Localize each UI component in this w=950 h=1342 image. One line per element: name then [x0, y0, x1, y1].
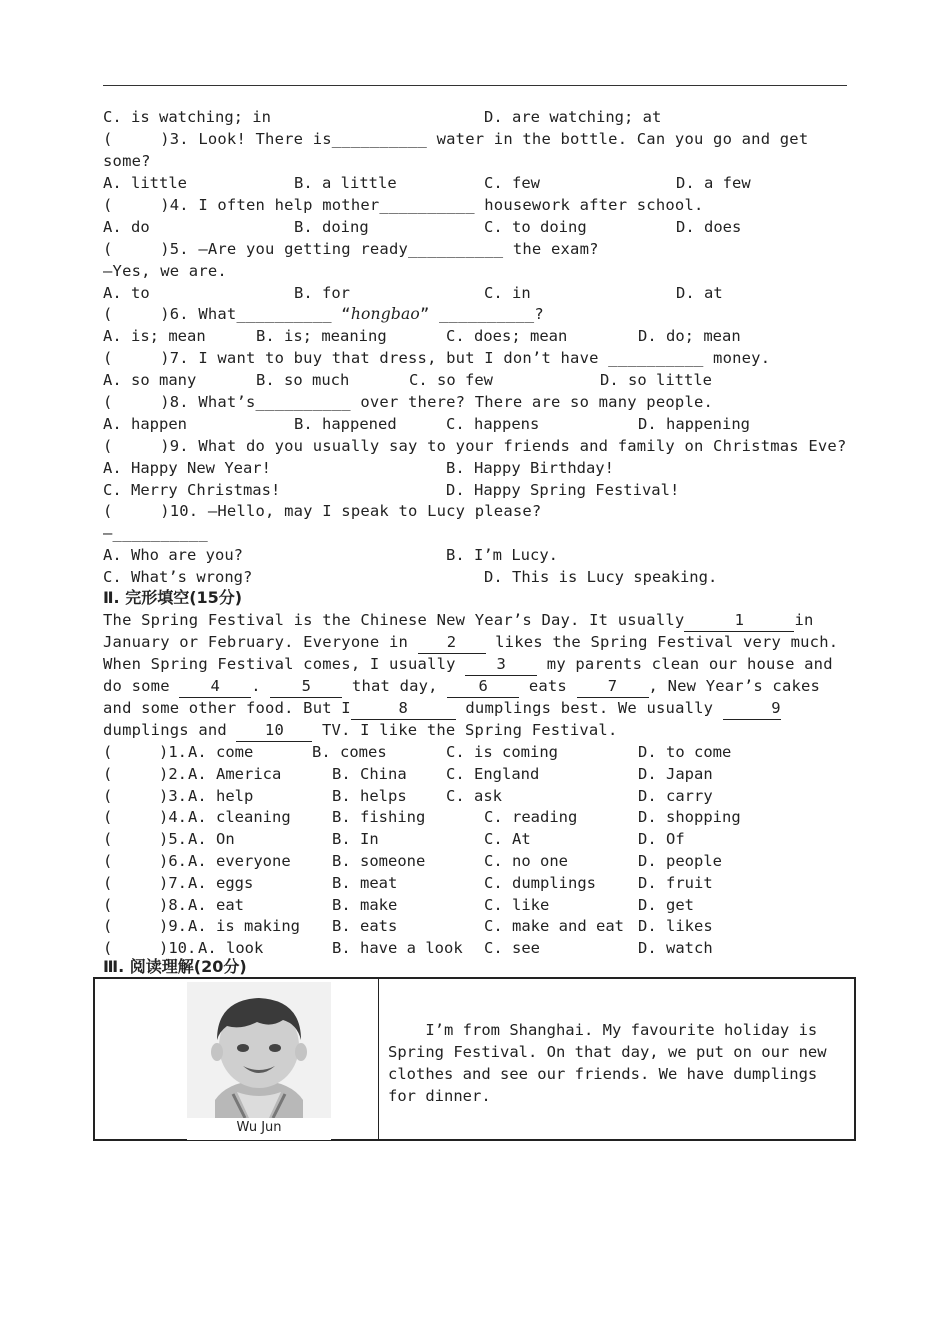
cloze-line-3	[103, 653, 833, 676]
cloze-text: The Spring Festival is the Chinese New Year’s Day. It usually	[103, 611, 685, 629]
cloze-blank-2: 2	[418, 631, 486, 654]
section-2-heading: Ⅱ. 完形填空(15分)	[103, 588, 243, 607]
q6-option-b: B. is; meaning	[256, 327, 387, 345]
cloze-option: B. helps	[332, 786, 407, 805]
q9-option-c: C. Merry Christmas!	[103, 481, 281, 499]
cloze-question-number: ( )8.	[103, 895, 187, 914]
q6-stem	[103, 303, 544, 325]
q6-stem-post: ” __________?	[419, 305, 544, 323]
q8-option-c: C. happens	[446, 415, 540, 433]
q4-stem: ( )4. I often help mother__________ housework after school.	[103, 196, 704, 214]
q3-stem-cont: some?	[103, 152, 151, 170]
q7-option-a: A. so many	[103, 371, 197, 389]
cloze-text: .	[251, 677, 261, 695]
q5-answer: —Yes, we are.	[103, 262, 227, 280]
cloze-option: B. fishing	[332, 808, 426, 827]
cloze-option: B. comes	[312, 743, 387, 761]
cloze-question-number: ( )1.	[103, 743, 187, 761]
cloze-question-number: ( )3.	[103, 786, 187, 805]
cloze-option: A. eggs	[188, 873, 254, 892]
q2-option-d: D. are watching; at	[484, 108, 662, 126]
q4-option-d: D. does	[676, 218, 742, 236]
cloze-blank-3: 3	[465, 653, 537, 676]
q7-option-d: D. so little	[600, 371, 712, 389]
cloze-text: likes the Spring Festival very much.	[495, 633, 839, 651]
q8-stem: ( )8. What’s__________ over there? There are so many people.	[103, 393, 714, 411]
q4-option-a: A. do	[103, 218, 150, 236]
cloze-option: C. is coming	[446, 743, 558, 761]
cloze-question-number: ( )7.	[103, 873, 187, 892]
photo-caption: Wu Jun	[236, 1120, 282, 1135]
table-divider	[378, 979, 379, 1139]
cloze-line-6	[103, 719, 618, 742]
cloze-option: D. get	[638, 895, 694, 914]
cloze-blank-1: 1	[684, 609, 794, 632]
q7-stem: ( )7. I want to buy that dress, but I don’t have __________ money.	[103, 349, 771, 367]
cloze-text: that day,	[351, 677, 438, 695]
q6-hongbao: hongbao	[350, 305, 420, 323]
cloze-option: B. eats	[332, 917, 398, 936]
cloze-option: C. see	[484, 939, 540, 958]
q8-option-d: D. happening	[638, 415, 750, 433]
q9-option-b: B. Happy Birthday!	[446, 459, 614, 477]
cloze-option: D. Of	[638, 830, 685, 849]
q6-option-d: D. do; mean	[638, 327, 741, 345]
q5-option-c: C. in	[484, 284, 531, 302]
boy-photo	[187, 982, 331, 1140]
cloze-text: , New Year’s cakes	[648, 677, 821, 695]
cloze-option: A. come	[188, 743, 254, 761]
q3-option-a: A. little	[103, 174, 187, 192]
q3-option-d: D. a few	[676, 174, 751, 192]
cloze-text: dumplings best. We usually	[465, 699, 714, 717]
q10-option-b: B. I’m Lucy.	[446, 546, 558, 564]
q3-option-c: C. few	[484, 174, 540, 192]
cloze-option: D. carry	[638, 786, 713, 805]
cloze-option: A. is making	[188, 917, 300, 936]
cloze-option: A. On	[188, 830, 235, 849]
cloze-option: D. likes	[638, 917, 713, 936]
q2-option-c: C. is watching; in	[103, 108, 271, 126]
header-rule	[103, 85, 847, 86]
cloze-option: A. cleaning	[188, 808, 291, 827]
q5-option-b: B. for	[294, 284, 350, 302]
cloze-option: D. watch	[638, 939, 713, 958]
cloze-line-2	[103, 631, 838, 654]
cloze-question-number: ( )4.	[103, 808, 187, 827]
cloze-option: C. make and eat	[484, 917, 624, 936]
cloze-question-number: ( )6.	[103, 852, 187, 870]
cloze-option: D. people	[638, 852, 722, 870]
cloze-text: in	[794, 611, 814, 629]
q10-option-a: A. Who are you?	[103, 546, 243, 564]
cloze-option: D. to come	[638, 743, 732, 761]
cloze-question-number: ( )9.	[103, 917, 187, 936]
cloze-option: B. have a look	[332, 939, 463, 958]
cloze-option: D. Japan	[638, 764, 713, 783]
cloze-question-number: ( )5.	[103, 830, 187, 849]
cloze-option: D. shopping	[638, 808, 741, 827]
section-3-heading: Ⅲ. 阅读理解(20分)	[103, 957, 247, 976]
reading-passage-text: I’m from Shanghai. My favourite holiday is Spring Festival. On that day, we put on our new clothes and see our friends. We have dumplings for dinner.	[388, 1021, 827, 1105]
cloze-text: and some other food. But I	[103, 699, 351, 717]
q4-option-c: C. to doing	[484, 218, 587, 236]
cloze-option: B. China	[332, 764, 407, 783]
cloze-option: B. In	[332, 830, 379, 849]
q5-stem: ( )5. —Are you getting ready__________ the exam?	[103, 240, 599, 258]
q9-stem: ( )9. What do you usually say to your friends and family on Christmas Eve?	[103, 437, 847, 455]
cloze-line-1	[103, 609, 814, 632]
cloze-line-4	[103, 675, 820, 698]
cloze-text: January or February. Everyone in	[103, 633, 409, 651]
cloze-option: C. dumplings	[484, 873, 596, 892]
q7-option-c: C. so few	[409, 371, 493, 389]
q10-option-c: C. What’s wrong?	[103, 568, 253, 586]
cloze-blank-9: 9	[723, 697, 781, 720]
cloze-option: C. reading	[484, 808, 578, 827]
cloze-option: C. ask	[446, 786, 502, 805]
cloze-text: do some	[103, 677, 170, 695]
cloze-option: D. fruit	[638, 873, 713, 892]
q6-option-c: C. does; mean	[446, 327, 568, 345]
cloze-option: A. look	[198, 939, 264, 958]
cloze-blank-7: 7	[577, 675, 649, 698]
q6-option-a: A. is; mean	[103, 327, 206, 345]
cloze-option: B. someone	[332, 852, 426, 870]
cloze-question-number: ( )2.	[103, 764, 187, 783]
cloze-option: C. England	[446, 764, 540, 783]
cloze-option: B. make	[332, 895, 398, 914]
cloze-blank-10: 10	[236, 719, 312, 742]
q3-option-b: B. a little	[294, 174, 397, 192]
cloze-option: A. everyone	[188, 852, 291, 870]
q9-option-d: D. Happy Spring Festival!	[446, 481, 680, 499]
cloze-option: A. eat	[188, 895, 244, 914]
cloze-option: C. like	[484, 895, 550, 914]
q10-stem: ( )10. —Hello, may I speak to Lucy please?	[103, 502, 542, 520]
q7-option-b: B. so much	[256, 371, 350, 389]
cloze-option: C. no one	[484, 852, 568, 870]
q4-option-b: B. doing	[294, 218, 369, 236]
cloze-option: B. meat	[332, 873, 398, 892]
cloze-blank-8: 8	[351, 697, 456, 720]
q3-stem: ( )3. Look! There is__________ water in the bottle. Can you go and get	[103, 130, 809, 148]
cloze-text: my parents clean our house and	[546, 655, 833, 673]
q5-option-a: A. to	[103, 284, 150, 302]
cloze-text: eats	[528, 677, 567, 695]
cloze-blank-4: 4	[179, 675, 251, 698]
q10-option-d: D. This is Lucy speaking.	[484, 568, 718, 586]
q9-option-a: A. Happy New Year!	[103, 459, 271, 477]
cloze-text: TV. I like the Spring Festival.	[322, 721, 618, 739]
cloze-option: A. help	[188, 786, 254, 805]
cloze-option: A. America	[188, 764, 282, 783]
cloze-question-number: ( )10.	[103, 939, 197, 958]
q10-answer: —__________	[103, 524, 208, 542]
q8-option-b: B. happened	[294, 415, 397, 433]
cloze-text: dumplings and	[103, 721, 227, 739]
reading-passage	[388, 1019, 848, 1107]
q6-stem-pre: ( )6. What__________ “	[103, 305, 351, 323]
reading-table	[93, 977, 856, 1141]
q8-option-a: A. happen	[103, 415, 187, 433]
cloze-blank-5: 5	[270, 675, 342, 698]
cloze-line-5	[103, 697, 781, 720]
cloze-option: C. At	[484, 830, 531, 849]
cloze-text: When Spring Festival comes, I usually	[103, 655, 456, 673]
cloze-blank-6: 6	[447, 675, 519, 698]
q5-option-d: D. at	[676, 284, 723, 302]
